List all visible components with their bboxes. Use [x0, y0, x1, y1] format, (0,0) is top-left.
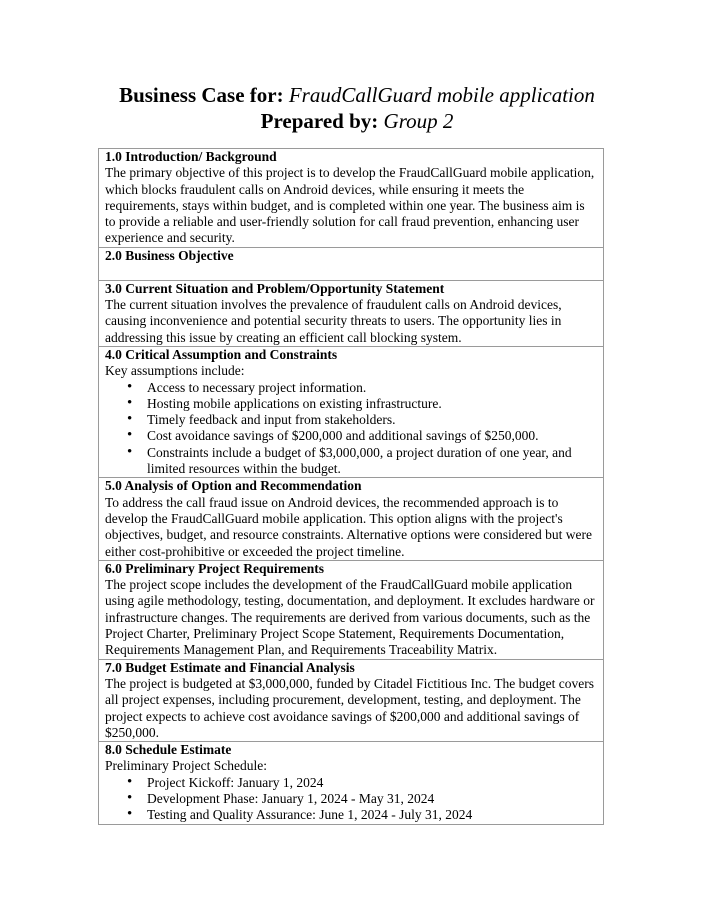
section-heading: 7.0 Budget Estimate and Financial Analysis [105, 659, 355, 675]
section-body: To address the call fraud issue on Android devices, the recommended approach is to develop the FraudCallGuard mobile application. This option aligns with the project's objectives, budget, and resource constraints. Alternative options were considered but were either cost-prohibitive or exceeded the project timeline. [105, 494, 592, 559]
title-value: FraudCallGuard mobile application [288, 83, 595, 107]
document-title [0, 82, 714, 134]
section-intro: Preliminary Project Schedule: [105, 758, 267, 774]
section-heading: 3.0 Current Situation and Problem/Opportunity Statement [105, 280, 445, 296]
section-body: The current situation involves the prevalence of fraudulent calls on Android devices, causing inconvenience and potential security threats to users. The opportunity lies in addressing this issue by creating an efficient call blocking system. [105, 297, 562, 345]
section-row [99, 560, 604, 659]
title-label: Business Case for: [119, 83, 284, 107]
section-body: The project is budgeted at $3,000,000, funded by Citadel Fictitious Inc. The budget covers all project expenses, including procurement, development, testing, and deployment. The project expects to achieve cost avoidance savings of $200,000 and additional savings of $250,000. [105, 675, 595, 740]
section-heading: 1.0 Introduction/ Background [105, 149, 277, 164]
section-body: The primary objective of this project is to develop the FraudCallGuard mobile application, which blocks fraudulent calls on Android devices, while ensuring it meets the requirements, stays within budget, and is completed within one year. The business aim is to provide a reliable and user-friendly solution for call fraud prevention, enhancing user experience and security. [105, 165, 595, 246]
section-row [99, 280, 604, 346]
schedule-list [105, 775, 597, 824]
section-heading: 5.0 Analysis of Option and Recommendation [105, 478, 362, 494]
prepared-by-value: Group 2 [383, 109, 454, 133]
list-item: • Development Phase: January 1, 2024 - May 31, 2024 [147, 791, 597, 807]
prepared-by-label: Prepared by: [260, 109, 379, 133]
section-row [99, 149, 604, 248]
section-row [99, 478, 604, 560]
section-intro: Key assumptions include: [105, 363, 245, 379]
section-heading: 2.0 Business Objective [105, 247, 234, 263]
section-row [99, 247, 604, 280]
section-heading: 8.0 Schedule Estimate [105, 742, 232, 758]
title-line-1 [0, 82, 714, 108]
section-body: The project scope includes the development of the FraudCallGuard mobile application using agile methodology, testing, documentation, and deployment. It excludes hardware or infrastructure changes. The requirements are derived from various documents, such as the Project Charter, Preliminary Project Scope Statement, Requirements Documentation, Requirements Management Plan, and Requirements Traceability Matrix. [105, 577, 595, 658]
list-item: • Testing and Quality Assurance: June 1, 2024 - July 31, 2024 [147, 807, 597, 823]
assumption-list [105, 380, 597, 478]
list-item: • Hosting mobile applications on existing infrastructure. [147, 396, 597, 412]
business-case-table [98, 148, 604, 825]
list-item: • Cost avoidance savings of $200,000 and additional savings of $250,000. [147, 428, 597, 444]
section-heading: 6.0 Preliminary Project Requirements [105, 560, 324, 576]
list-item: • Constraints include a budget of $3,000,000, a project duration of one year, and limited resources within the budget. [147, 445, 597, 478]
section-row [99, 659, 604, 741]
section-row [99, 742, 604, 824]
list-item: • Timely feedback and input from stakeholders. [147, 412, 597, 428]
section-heading: 4.0 Critical Assumption and Constraints [105, 346, 338, 362]
list-item: • Access to necessary project information. [147, 380, 597, 396]
section-row [99, 346, 604, 477]
list-item: • Project Kickoff: January 1, 2024 [147, 775, 597, 791]
title-line-2 [0, 108, 714, 134]
